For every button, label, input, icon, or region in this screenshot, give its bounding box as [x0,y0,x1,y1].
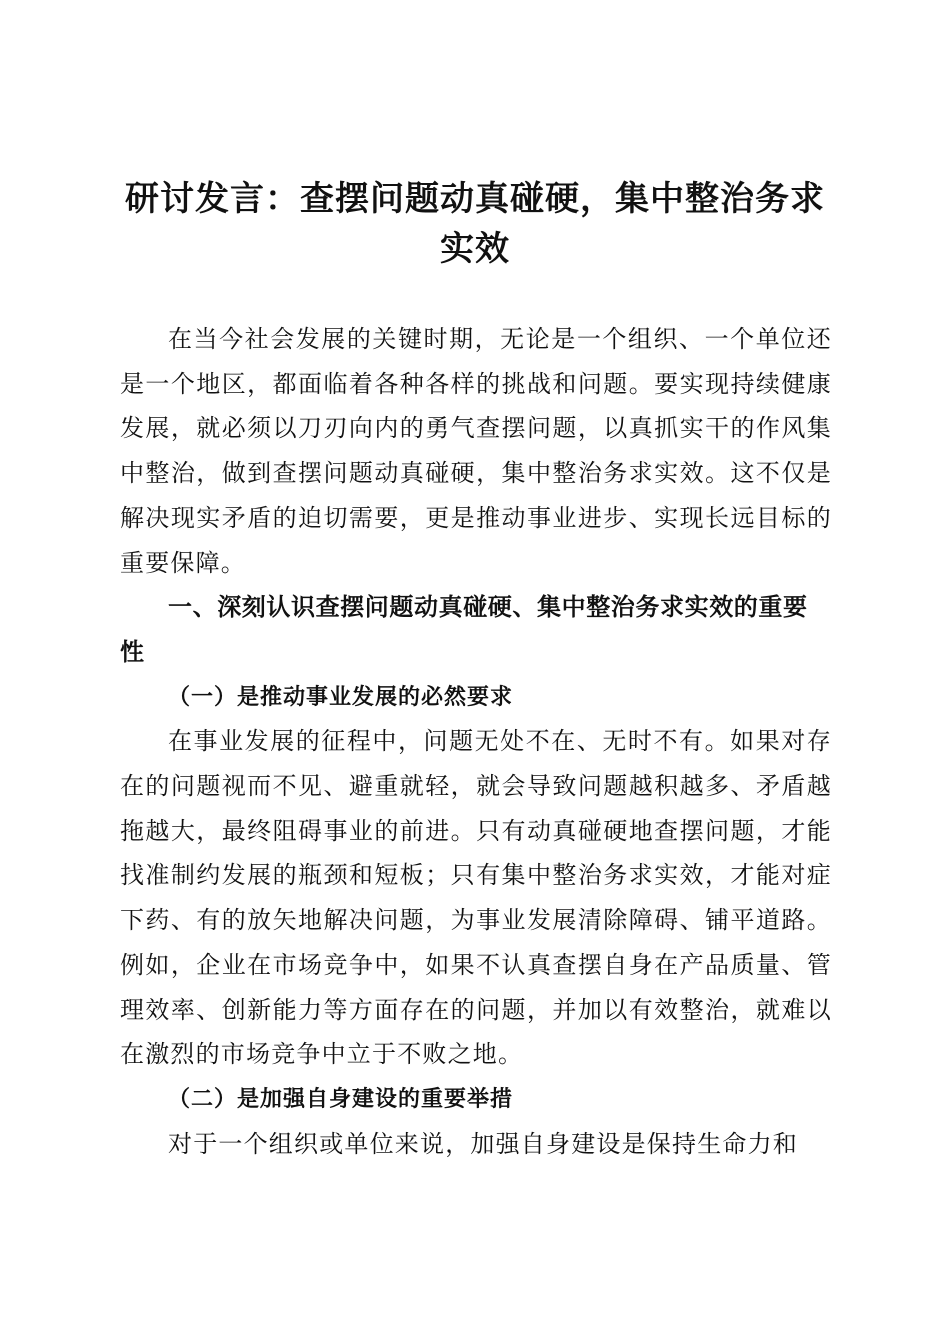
subsection-heading-1: （一）是推动事业发展的必然要求 [168,683,514,710]
document-body [120,317,832,1166]
subsection-paragraph-1: 在事业发展的征程中，问题无处不在、无时不有。如果对存在的问题视而不见、避重就轻，就会导致问题越积越多、矛盾越拖越大，最终阻碍事业的前进。只有动真碰硬地查摆问题，才能找准制约发展的瓶颈和短板；只有集中整治务求实效，才能对症下药、有的放矢地解决问题，为事业发展清除障碍、铺平道路。例如，企业在市场竞争中，如果不认真查摆自身在产品质量、管理效率、创新能力等方面存在的问题，并加以有效整治，就难以在激烈的市场竞争中立于不败之地。 [120,727,832,1069]
intro-paragraph: 在当今社会发展的关键时期，无论是一个组织、一个单位还是一个地区，都面临着各种各样的挑战和问题。要实现持续健康发展，就必须以刀刃向内的勇气查摆问题，以真抓实干的作风集中整治，做到查摆问题动真碰硬，集中整治务求实效。这不仅是解决现实矛盾的迫切需要，更是推动事业进步、实现长远目标的重要保障。 [120,325,832,577]
document-title: 研讨发言：查摆问题动真碰硬，集中整治务求实效 [125,179,825,269]
subsection-heading-2: （二）是加强自身建设的重要举措 [168,1085,514,1112]
section-heading-1: 一、深刻认识查摆问题动真碰硬、集中整治务求实效的重要性 [120,593,808,666]
subsection-paragraph-2: 对于一个组织或单位来说，加强自身建设是保持生命力和 [168,1129,798,1158]
